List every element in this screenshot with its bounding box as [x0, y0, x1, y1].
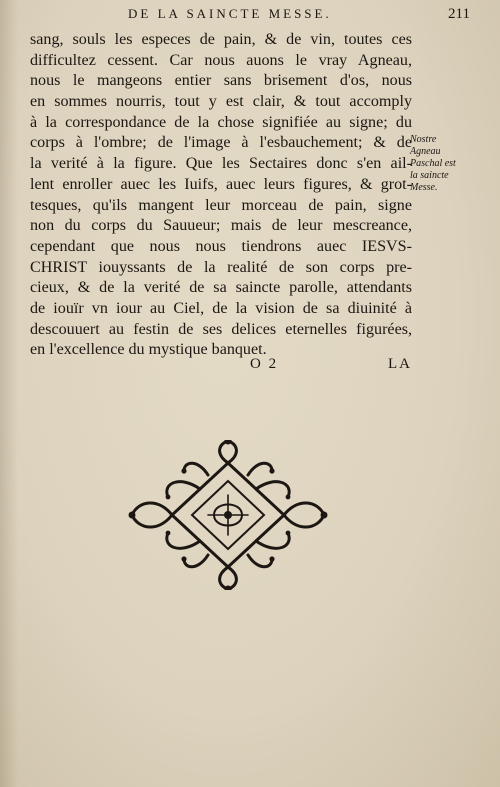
text-line: la verité à la figure. Que les Sectaires donc s'en ail- — [30, 155, 412, 173]
text-line: tesques, qu'ils mangent leur morceau de pain, signe — [30, 196, 412, 214]
margin-note-line: Paschal est — [410, 158, 456, 169]
page-number: 211 — [448, 6, 470, 22]
margin-note-line: Messe. — [410, 182, 438, 193]
margin-note — [410, 134, 480, 194]
text-line: cependant que nous nous tiendrons auec IESVS- — [30, 237, 412, 255]
text-line: à la correspondance de la chose signifiée au signe; du — [30, 113, 412, 131]
text-line: CHRIST iouyssants de la realité de son corps pre- — [30, 258, 412, 276]
text-line: lent enroller auec les Iuifs, auec leurs figures, & grot- — [30, 175, 412, 193]
text-line: de iouïr vn iour au Ciel, de la vision de sa diuinité à — [30, 299, 412, 317]
signature-mark: O 2 — [250, 356, 279, 372]
margin-note-line: la saincte — [410, 170, 449, 181]
text-line: descouuert au festin de ses delices eternelles figurées, — [30, 320, 412, 338]
body-text — [30, 30, 412, 361]
page-footer — [30, 356, 412, 378]
fleuron-icon — [126, 440, 330, 590]
text-line: en l'excellence du mystique banquet. — [30, 341, 267, 359]
text-line: cieux, & de la verité de sa saincte parolle, attendants — [30, 279, 412, 297]
text-line: difficultez cessent. Car nous auons le vray Agneau, — [30, 51, 412, 69]
catchword: LA — [388, 356, 412, 372]
text-line: nous le mangeons entier sans brisement d'os, nous — [30, 72, 412, 90]
running-head: DE LA SAINCTE MESSE. — [128, 6, 332, 21]
text-line: en sommes nourris, tout y est clair, & tout accomply — [30, 93, 412, 111]
text-line: sang, souls les especes de pain, & de vin, toutes ces — [30, 31, 412, 48]
text-line: non du corps du Sauueur; mais de leur mescreance, — [30, 217, 412, 235]
page-header — [28, 6, 478, 26]
margin-note-line: Nostre — [410, 134, 437, 145]
margin-note-line: Agneau — [410, 146, 441, 157]
text-line: corps à l'ombre; de l'image à l'esbauchement; & de — [30, 134, 412, 152]
